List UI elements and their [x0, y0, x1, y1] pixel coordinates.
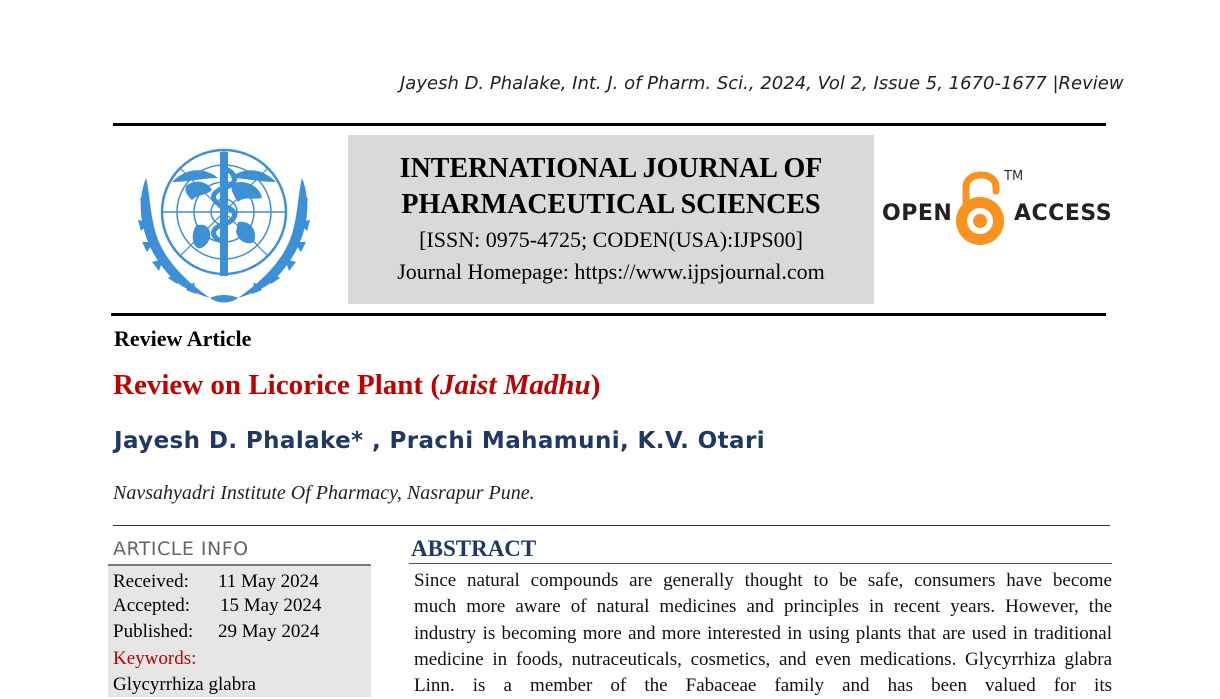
abstract-line: much more aware of natural medicines and principles in recent years. However, the	[414, 596, 1112, 618]
published-date: 29 May 2024	[218, 621, 320, 642]
article-title-italic: Jaist Madhu	[439, 369, 591, 401]
header-rule-top	[113, 123, 1106, 126]
accepted-date: 15 May 2024	[220, 595, 322, 616]
abstract-heading: ABSTRACT	[411, 536, 537, 561]
accepted-label: Accepted:	[113, 595, 191, 616]
abstract-line: medicine in foods, nutraceuticals, cosmetics, and even medications. Glycyrrhiza glabra	[414, 648, 1112, 670]
authors: Jayesh D. Phalake* , Prachi Mahamuni, K.V. Otari	[114, 428, 765, 454]
abstract-body	[414, 568, 1112, 699]
journal-name-line2: PHARMACEUTICAL SCIENCES	[401, 189, 821, 220]
article-info-box	[108, 564, 371, 697]
trademark-mark: TM	[1004, 169, 1024, 184]
section-divider	[113, 525, 1110, 526]
article-info-heading: ARTICLE INFO	[113, 538, 249, 560]
published-label: Published:	[113, 621, 194, 642]
abstract-rule	[409, 563, 1112, 564]
journal-title-box	[348, 135, 874, 304]
keywords-label: Keywords:	[113, 648, 197, 669]
who-emblem-logo	[126, 138, 326, 304]
header-rule-bottom	[111, 313, 1106, 316]
received-label: Received:	[113, 571, 189, 592]
running-head: Jayesh D. Phalake, Int. J. of Pharm. Sci., 2024, Vol 2, Issue 5, 1670-1677 |Review	[400, 73, 1124, 94]
article-type: Review Article	[114, 326, 252, 351]
open-access-logo	[880, 165, 1113, 255]
received-date: 11 May 2024	[218, 571, 319, 592]
affiliation: Navsahyadri Institute Of Pharmacy, Nasrapur Pune.	[113, 482, 535, 504]
received-row	[113, 570, 319, 594]
keyword-item: Glycyrrhiza glabra	[113, 674, 256, 695]
article-title	[113, 369, 600, 402]
published-row	[113, 620, 319, 644]
abstract-line: Since natural compounds are generally thought to be safe, consumers have become	[414, 570, 1112, 591]
accepted-row	[113, 594, 321, 618]
abstract-line: Linn. is a member of the Fabaceae family and has been valued for its	[414, 675, 1112, 697]
open-access-left-text: OPEN	[882, 201, 953, 226]
journal-homepage[interactable]: Journal Homepage: https://www.ijpsjournal.com	[397, 259, 825, 284]
article-title-main: Review on Licorice Plant (	[113, 369, 440, 401]
article-title-end: )	[590, 369, 601, 401]
open-access-right-text: ACCESS	[1014, 201, 1113, 226]
journal-issn: [ISSN: 0975-4725; CODEN(USA):IJPS00]	[419, 227, 803, 252]
abstract-line: industry is becoming more and more interested in using plants that are used in traditional	[414, 622, 1112, 644]
journal-name-line1: INTERNATIONAL JOURNAL OF	[399, 153, 823, 184]
